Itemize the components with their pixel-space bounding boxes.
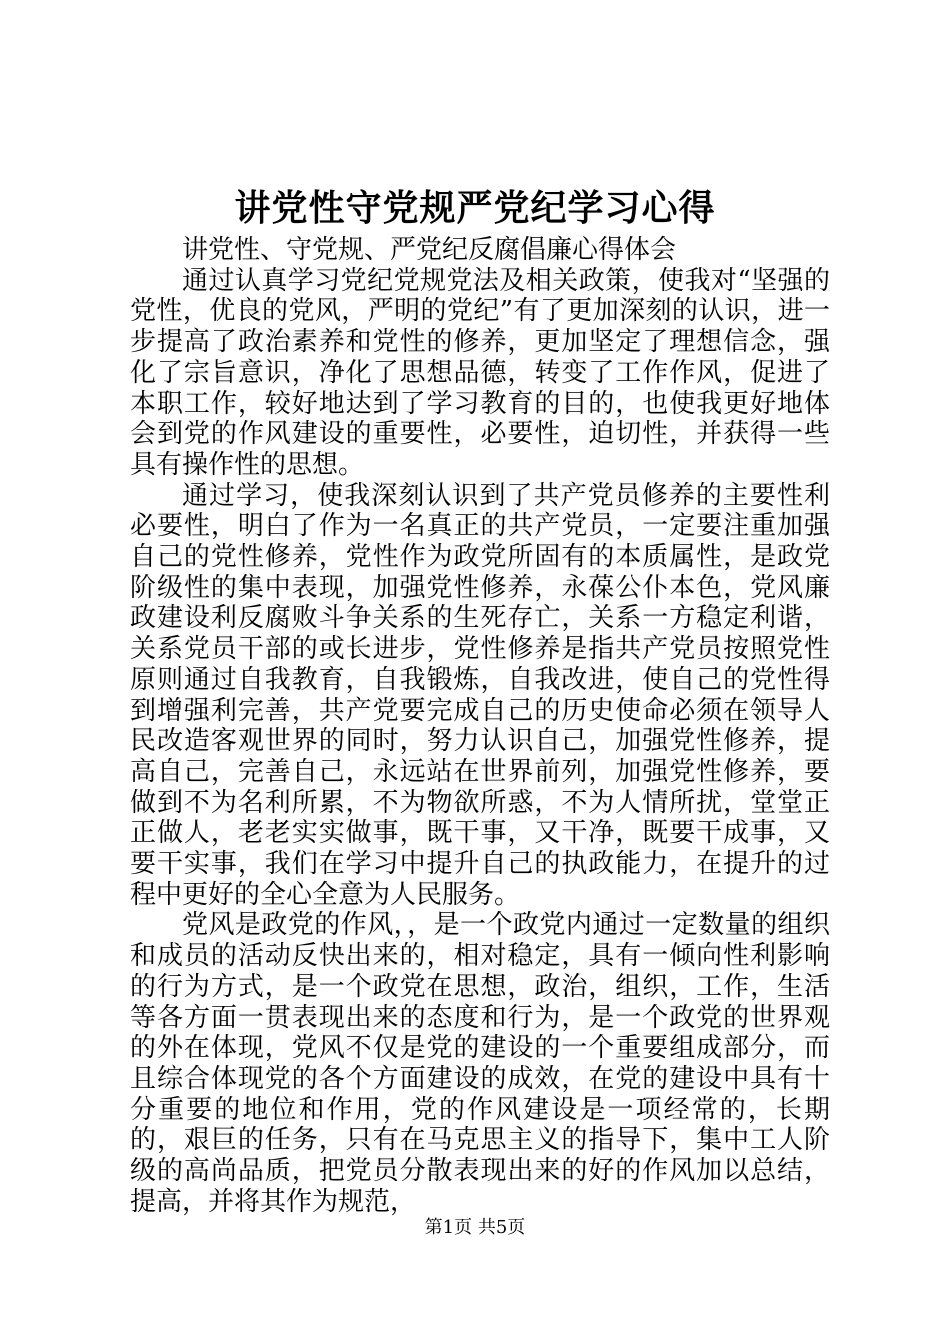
document-title: 讲党性守党规严党纪学习心得 [234,187,716,229]
page-footer [0,1216,950,1240]
body-paragraph-2: 通过学习，使我深刻认识到了共产党员修养的主要性利必要性，明白了作为一名真正的共产党员，一定要注重加强自己的党性修养，党性作为政党所固有的本质属性，是政党阶级性的集中表现，加强党性修养，永葆公仆本色，党风廉政建设利反腐败斗争关系的生死存亡，关系一方稳定利谐，关系党员干部的或长进步，党性修养是指共产党员按照党性原则通过自我教育，自我锻炼，自我改进，使自己的党性得到增强利完善，共产党要完成自己的历史使命必须在领导人民改造客观世界的同时，努力认识自己，加强党性修养，提高自己，完善自己，永远站在世界前列，加强党性修养，要做到不为名利所累，不为物欲所惑，不为人情所扰，堂堂正正做人，老老实实做事，既干事，又干净，既要干成事，又要干实事，我们在学习中提升自己的执政能力，在提升的过程中更好的全心全意为人民服务。 [130,480,830,910]
body-paragraph-3: 党风是政党的作风，，是一个政党内通过一定数量的组织和成员的活动反快出来的，相对稳定，具有一倾向性利影响的行为方式，是一个政党在思想，政治，组织，工作，生活等各方面一贯表现出来的态度和行为，是一个政党的世界观的外在体现，党风不仅是党的建设的一个重要组成部分，而且综合体现党的各个方面建设的成效，在党的建设中具有十分重要的地位和作用，党的作风建设是一项经常的，长期的，艰巨的任务，只有在马克思主义的指导下，集中工人阶级的高尚品质，把党员分散表现出来的好的作风加以总结，提高，并将其作为规范， [130,910,830,1217]
page-indicator: 第1页 共5页 [424,1217,526,1238]
subtitle-paragraph: 讲党性、守党规、严党纪反腐倡廉心得体会 [182,235,677,265]
document-body [130,235,830,1218]
body-paragraph-1: 通过认真学习党纪党规党法及相关政策，使我对“坚强的党性，优良的党风，严明的党纪”有了更加深刻的认识，进一步提高了政治素养和党性的修养，更加坚定了理想信念，强化了宗旨意识，净化了思想品德，转变了工作作风，促进了本职工作，较好地达到了学习教育的目的，也使我更好地体会到党的作风建设的重要性，必要性，迫切性，并获得一些具有操作性的思想。 [130,265,830,480]
